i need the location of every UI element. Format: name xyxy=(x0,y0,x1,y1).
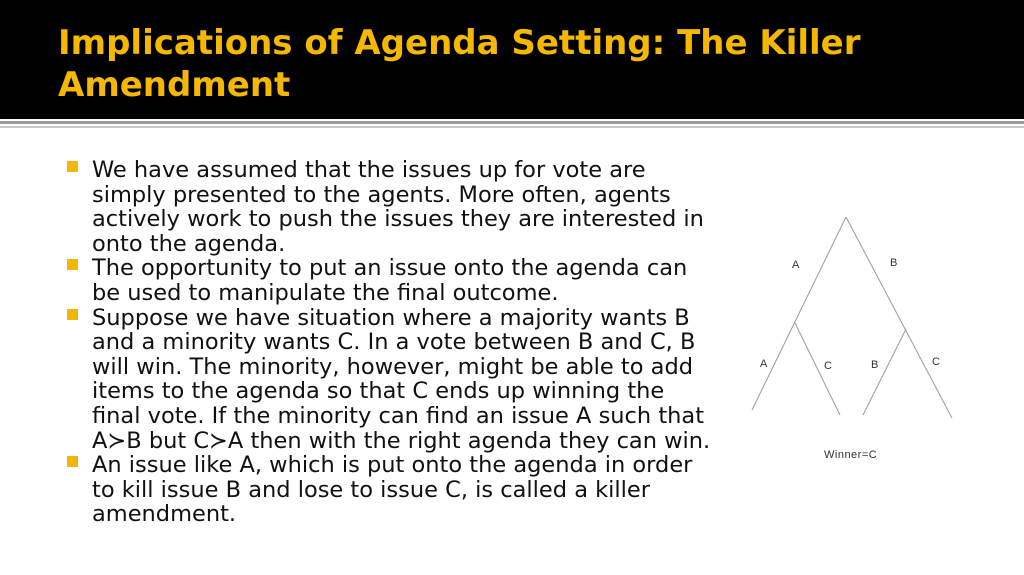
slide-title: Implications of Agenda Setting: The Killer Amendment xyxy=(58,23,861,105)
tree-edge-left-subtree-right xyxy=(795,323,840,415)
top-right-label: B xyxy=(890,257,898,269)
tree-edge-root-right xyxy=(846,217,952,418)
bullet-text: Suppose we have situation where a majority wants B and a minority wants C. In a vote between B and C, B will win. The minority, however, might be able to add items to the agenda so that C ends up winning the final vote. If the minority can find an issue A such that A≻B but C≻A then with the right agenda they can win. xyxy=(92,304,711,454)
top-left-label: A xyxy=(792,259,800,271)
square-bullet-icon xyxy=(67,456,78,467)
tree-edge-right-subtree-left xyxy=(863,329,906,415)
title-bar xyxy=(0,0,1024,119)
winner-caption: Winner=C xyxy=(824,449,878,461)
square-bullet-icon xyxy=(67,161,78,172)
title-divider-secondary xyxy=(0,126,1024,128)
bottom-label: C xyxy=(824,360,833,372)
agenda-tree-diagram xyxy=(740,205,970,475)
bullet-list xyxy=(64,158,714,527)
bullet-text: The opportunity to put an issue onto the agenda can be used to manipulate the final outcome. xyxy=(92,255,688,306)
bullet-item xyxy=(64,306,714,454)
tree-edge-root-left xyxy=(752,217,846,410)
bottom-label: A xyxy=(760,358,768,370)
bullet-item xyxy=(64,256,714,305)
bullet-text: An issue like A, which is put onto the agenda in order to kill issue B and lose to issue C, is called a killer amendment. xyxy=(92,452,693,528)
square-bullet-icon xyxy=(67,259,78,270)
bullet-item xyxy=(64,453,714,527)
bottom-label: B xyxy=(871,359,879,371)
bullet-text: We have assumed that the issues up for vote are simply presented to the agents. More often, agents actively work to push the issues they are interested in onto the agenda. xyxy=(92,157,704,257)
bottom-label: C xyxy=(932,356,941,368)
square-bullet-icon xyxy=(67,309,78,320)
title-divider xyxy=(0,121,1024,124)
bullet-item xyxy=(64,158,714,256)
